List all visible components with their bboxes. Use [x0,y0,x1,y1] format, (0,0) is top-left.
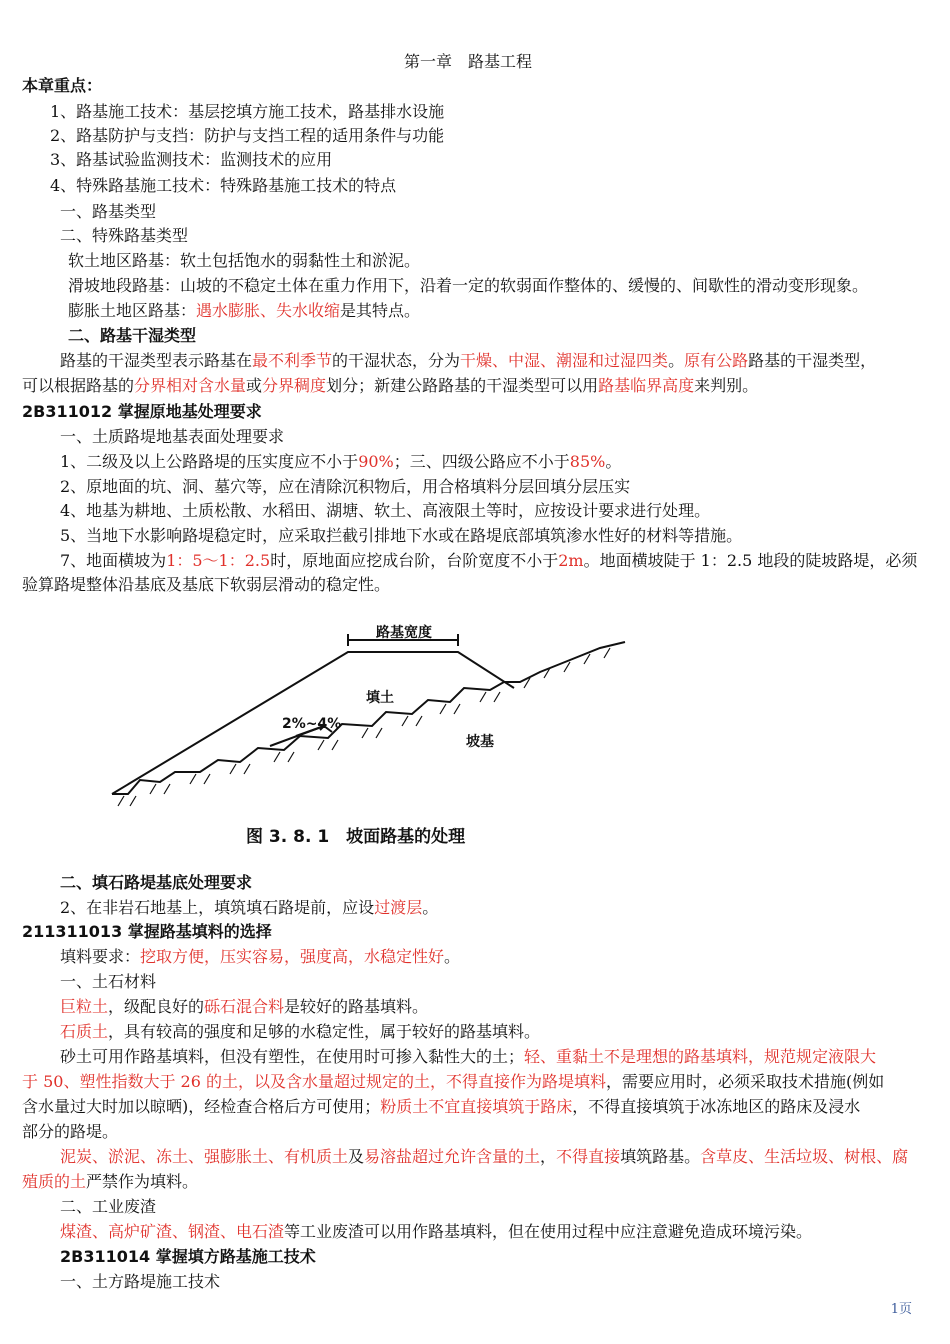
fig-slope-label: 2%~4% [282,716,342,732]
heading-2b311012: 2B311012 掌握原地基处理要求 [22,402,262,421]
soft-soil-para: 软土地区路基：软土包括饱水的弱黏性土和淤泥。 [68,251,421,270]
requirement-7: 7、地面横坡为1：5～1：2.5时，原地面应挖成台阶，台阶宽度不小于2m。地面横坡陡于 1：2.5 地段的陡坡路堤，必须 [60,551,918,570]
earthwork-heading: 一、土方路堤施工技术 [60,1272,221,1291]
sand-para-1: 砂土可用作路基填料，但没有塑性，在使用时可掺入黏性大的土；轻、重黏土不是理想的路基填料，规范规定液限大 [60,1047,877,1066]
soil-embankment-heading: 一、土质路堤地基表面处理要求 [60,427,285,446]
sand-para-3: 含水量过大时加以晾晒)，经检查合格后方可使用；粉质土不宜直接填筑于路床，不得直接填筑于冰冻地区的路床及浸水 [22,1097,861,1116]
heading-2b311014: 2B311014 掌握填方路基施工技术 [60,1247,316,1266]
key-point-4: 4、特殊路基施工技术：特殊路基施工技术的特点 [50,176,397,195]
requirement-4: 4、地基为耕地、土质松散、水稻田、湖塘、软土、高液限土等时，应按设计要求进行处理。 [60,501,711,520]
sand-para-2: 于 50、塑性指数大于 26 的土，以及含水量超过规定的土，不得直接作为路堤填料，需要应用时，必须采取技术措施(例如 [22,1072,885,1091]
industrial-waste-heading: 二、工业废渣 [60,1197,157,1216]
rocky-soil-para: 石质土，具有较高的强度和足够的水稳定性，属于较好的路基填料。 [60,1022,541,1041]
section-subgrade-types: 一、路基类型 [60,202,157,221]
requirement-2: 2、原地面的坑、洞、墓穴等，应在清除沉积物后，用合格填料分层回填分层压实 [60,477,631,496]
dry-wet-heading: 二、路基干湿类型 [68,326,197,345]
peat-para-2: 殖质的土严禁作为填料。 [22,1172,199,1191]
peat-para-1: 泥炭、淤泥、冻土、强膨胀土、有机质土及易溶盐超过允许含量的土，不得直接填筑路基。含草皮、生活垃圾、树根、腐 [60,1147,909,1166]
expansive-soil-para: 膨胀土地区路基：遇水膨胀、失水收缩是其特点。 [68,301,421,320]
rockfill-heading: 二、填石路堤基底处理要求 [60,873,253,892]
landslide-para: 滑坡地段路基：山坡的不稳定土体在重力作用下，沿着一定的软弱面作整体的、缓慢的、间歇性的滑动变形现象。 [68,276,869,295]
heading-211311013: 211311013 掌握路基填料的选择 [22,922,272,941]
dry-wet-para-2: 可以根据路基的分界相对含水量或分界稠度划分；新建公路路基的干湿类型可以用路基临界高度来判别。 [22,376,759,395]
key-points-heading: 本章重点： [22,76,103,95]
boulder-para: 巨粒土，级配良好的砾石混合料是较好的路基填料。 [60,997,429,1016]
rockfill-para: 2、在非岩石地基上，填筑填石路堤前，应设过渡层。 [60,898,439,917]
sand-para-4: 部分的路堤。 [22,1122,119,1141]
earth-rock-heading: 一、土石材料 [60,972,157,991]
industrial-waste-para: 煤渣、高炉矿渣、钢渣、电石渣等工业废渣可以用作路基填料，但在使用过程中应注意避免造成环境污染。 [60,1222,813,1241]
requirement-7-cont: 验算路堤整体沿基底及基底下软弱层滑动的稳定性。 [22,575,391,594]
key-point-3: 3、路基试验监测技术：监测技术的应用 [50,150,333,169]
section-special-subgrade: 二、特殊路基类型 [60,226,189,245]
chapter-title: 第一章 路基工程 [404,52,533,71]
dry-wet-para-1: 路基的干湿类型表示路基在最不利季节的干湿状态，分为干燥、中湿、潮湿和过湿四类。原有公路路基的干湿类型， [60,351,877,370]
key-point-2: 2、路基防护与支挡：防护与支挡工程的适用条件与功能 [50,126,445,145]
page-number: 1页 [890,1302,912,1317]
fig-width-label: 路基宽度 [376,625,432,641]
fig-base-label: 坡基 [466,734,494,750]
key-point-1: 1、路基施工技术：基层挖填方施工技术，路基排水设施 [50,102,445,121]
fig-fill-label: 填土 [366,690,394,706]
fill-requirements: 填料要求：挖取方便，压实容易，强度高，水稳定性好。 [60,947,461,966]
requirement-1: 1、二级及以上公路路堤的压实度应不小于90%；三、四级公路应不小于85%。 [60,452,622,471]
requirement-5: 5、当地下水影响路堤稳定时，应采取拦截引排地下水或在路堤底部填筑渗水性好的材料等措施。 [60,526,743,545]
figure-caption: 图 3. 8. 1 坡面路基的处理 [246,827,466,847]
